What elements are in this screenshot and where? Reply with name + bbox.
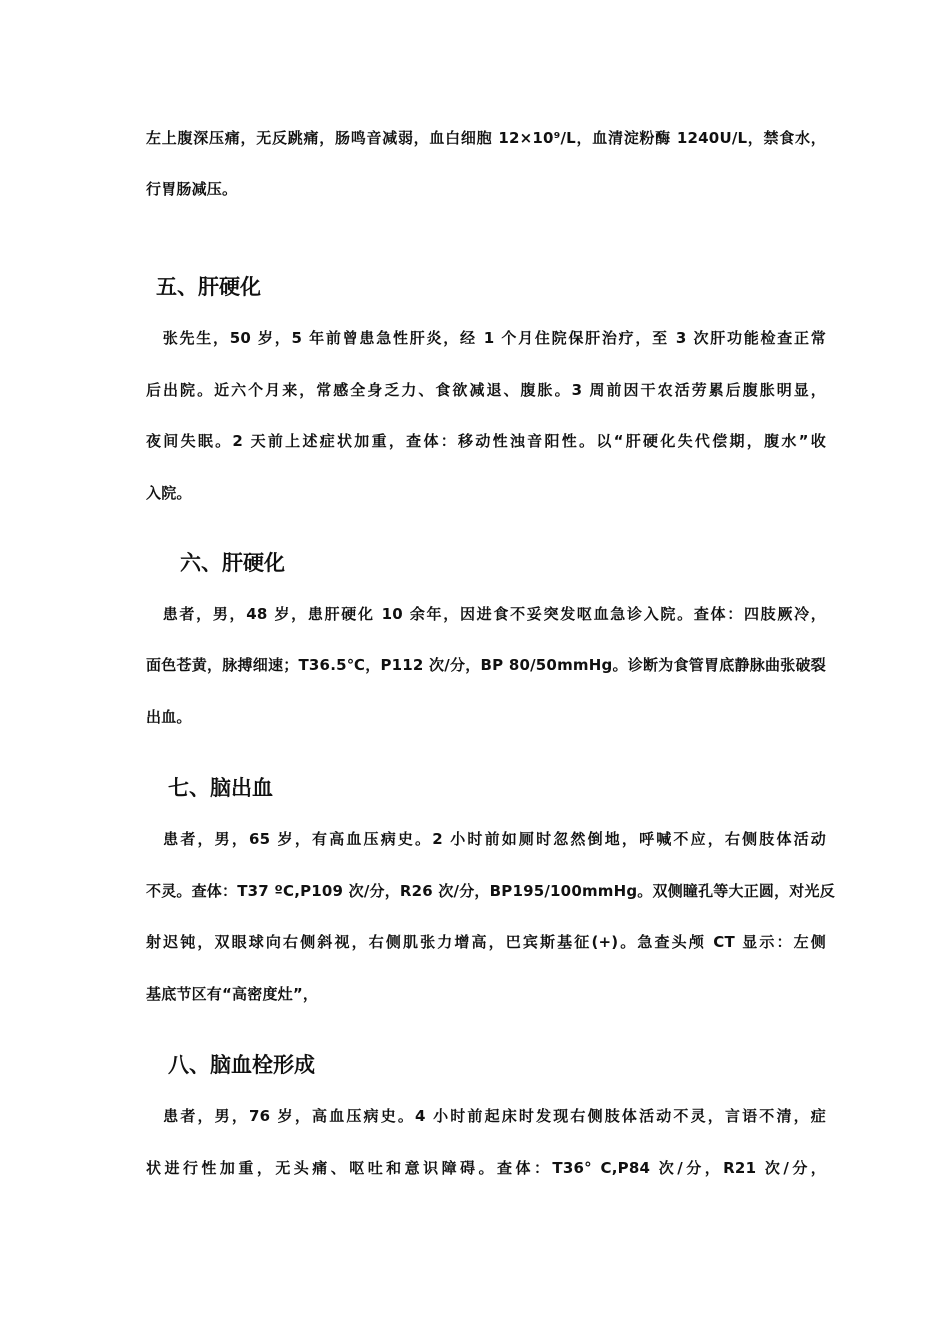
section-5-line-2: 后出院。近六个月来，常感全身乏力、食欲减退、腹胀。3 周前因干农活劳累后腹胀明显， (146, 381, 826, 399)
intro-line-1: 左上腹深压痛，无反跳痛，肠鸣音减弱，血白细胞 12×10⁹/L，血清淀粉酶 1240U/L，禁食水， (146, 129, 826, 147)
section-8-line-2: 状进行性加重，无头痛、呕吐和意识障碍。查体：T36° C,P84 次/分，R21 次/分， (146, 1159, 826, 1177)
section-6-line-3: 出血。 (146, 708, 192, 726)
section-7-line-2: 不灵。查体：T37 ºC,P109 次/分，R26 次/分，BP195/100mmHg。双侧瞳孔等大正圆，对光反 (146, 882, 835, 900)
section-6-line-2: 面色苍黄，脉搏细速；T36.5℃，P112 次/分，BP 80/50mmHg。诊断为食管胃底静脉曲张破裂 (146, 656, 826, 674)
section-7-line-1: 患者，男，65 岁，有高血压病史。2 小时前如厕时忽然倒地，呼喊不应，右侧肢体活动 (146, 830, 826, 848)
section-heading-5: 五、肝硬化 (156, 275, 261, 299)
intro-line-2: 行胃肠减压。 (146, 180, 238, 198)
section-5-line-1: 张先生，50 岁，5 年前曾患急性肝炎，经 1 个月住院保肝治疗，至 3 次肝功能检查正常 (146, 329, 826, 347)
section-8-line-1: 患者，男，76 岁，高血压病史。4 小时前起床时发现右侧肢体活动不灵，言语不清，症 (146, 1107, 826, 1125)
section-5-line-3: 夜间失眠。2 天前上述症状加重，查体：移动性浊音阳性。以“肝硬化失代偿期，腹水”收 (146, 432, 826, 450)
section-heading-7: 七、脑出血 (168, 776, 273, 800)
section-7-line-4: 基底节区有“高密度灶”， (146, 985, 319, 1003)
section-6-line-1: 患者，男，48 岁，患肝硬化 10 余年，因进食不妥突发呕血急诊入院。查体：四肢厥冷， (146, 605, 826, 623)
section-heading-8: 八、脑血栓形成 (168, 1053, 315, 1077)
section-heading-6: 六、肝硬化 (180, 551, 285, 575)
section-7-line-3: 射迟钝，双眼球向右侧斜视，右侧肌张力增高，巴宾斯基征(+)。急查头颅 CT 显示：左侧 (146, 933, 826, 951)
section-5-line-4: 入院。 (146, 484, 192, 502)
